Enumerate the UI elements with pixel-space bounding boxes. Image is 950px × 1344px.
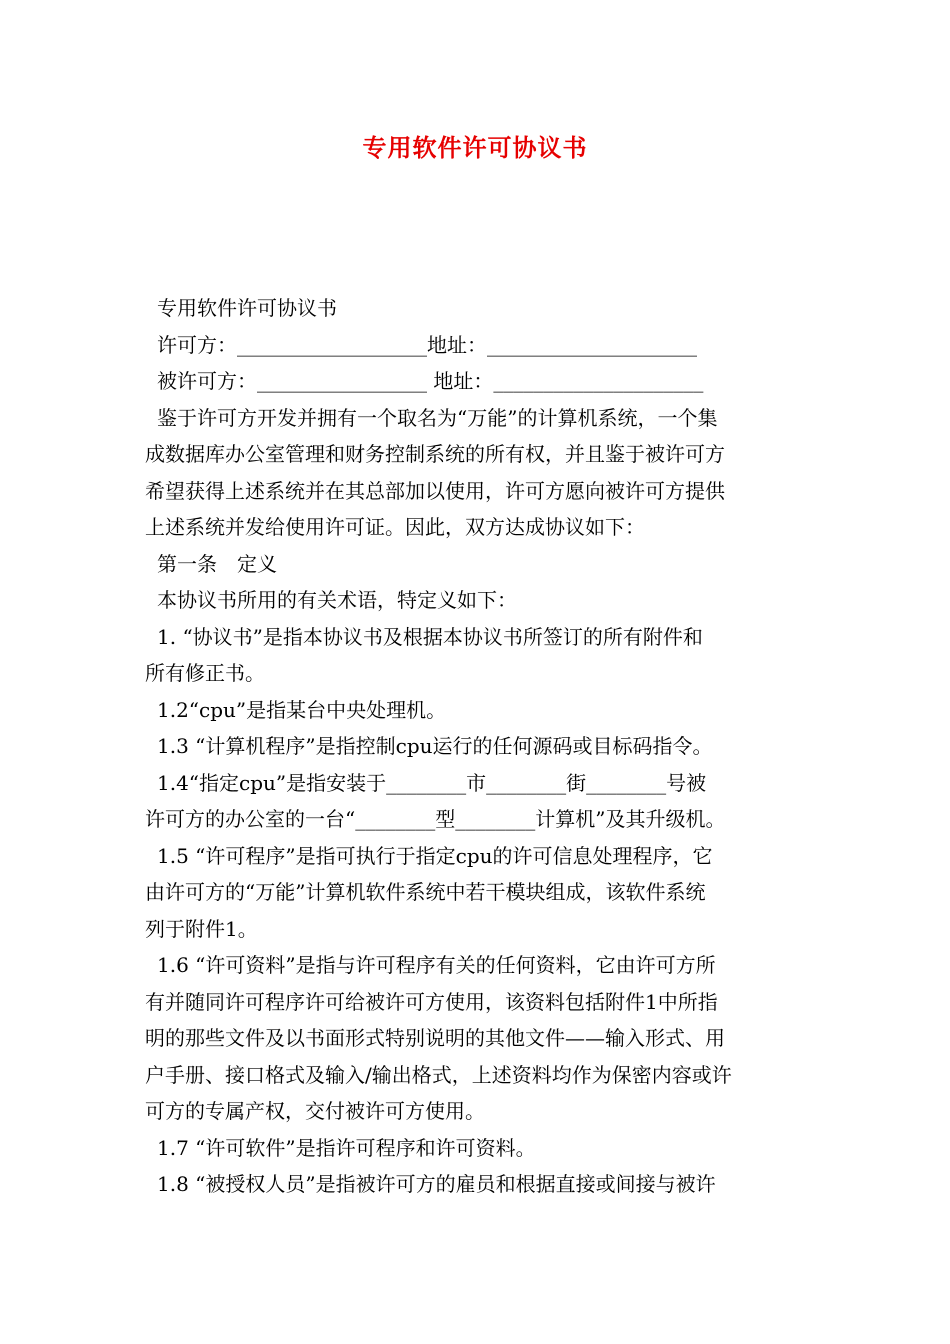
body-line-item: 1.7 “许可软件”是指许可程序和许可资料。 — [157, 1135, 536, 1160]
body-line: 本协议书所用的有关术语，特定义如下： — [157, 588, 517, 612]
body-line: 列于附件1。 — [145, 916, 258, 941]
body-line-article-heading: 第一条 定义 — [157, 551, 277, 576]
body-line-heading: 专用软件许可协议书 — [157, 296, 337, 320]
body-line: 希望获得上述系统并在其总部加以使用，许可方愿向被许可方提供 — [145, 478, 725, 503]
body-line: 鉴于许可方开发并拥有一个取名为“万能”的计算机系统，一个集 — [157, 405, 718, 430]
body-line-item: 1.2“cpu”是指某台中央处理机。 — [157, 697, 447, 722]
body-line: 可方的专属产权，交付被许可方使用。 — [145, 1099, 485, 1123]
body-line-item: 1.5 “许可程序”是指可执行于指定cpu的许可信息处理程序，它 — [157, 843, 713, 868]
document-title: 专用软件许可协议书 — [362, 134, 588, 162]
body-line-item: 1.6 “许可资料”是指与许可程序有关的任何资料，它由许可方所 — [157, 953, 716, 977]
body-line: 有并随同许可程序许可给被许可方使用，该资料包括附件1中所指 — [145, 989, 718, 1014]
body-line: 明的那些文件及以书面形式特别说明的其他文件——输入形式、用 — [145, 1026, 725, 1050]
body-line-item: 1. “协议书”是指本协议书及根据本协议书所签订的所有附件和 — [157, 624, 703, 649]
body-line-licensee: 被许可方：_________________ 地址：_____________________ — [157, 369, 704, 393]
document-body — [145, 290, 815, 1203]
body-line: 上述系统并发给使用许可证。因此，双方达成协议如下： — [145, 515, 645, 539]
body-line-item: 1.3 “计算机程序”是指控制cpu运行的任何源码或目标码指令。 — [157, 734, 713, 758]
body-line: 所有修正书。 — [145, 661, 265, 685]
body-line-licensor: 许可方：___________________地址：_____________________ — [157, 332, 697, 357]
body-line: 成数据库办公室管理和财务控制系统的所有权，并且鉴于被许可方 — [145, 442, 725, 466]
body-line: 由许可方的“万能”计算机软件系统中若干模块组成，该软件系统 — [145, 880, 706, 904]
body-line-item: 1.8 “被授权人员”是指被许可方的雇员和根据直接或间接与被许 — [157, 1172, 716, 1196]
body-line-item: 1.4“指定cpu”是指安装于________市________街________号被 — [157, 770, 707, 795]
body-line: 户手册、接口格式及输入/输出格式，上述资料均作为保密内容或许 — [145, 1062, 732, 1087]
body-line: 许可方的办公室的一台“________型________计算机”及其升级机。 — [145, 807, 726, 831]
